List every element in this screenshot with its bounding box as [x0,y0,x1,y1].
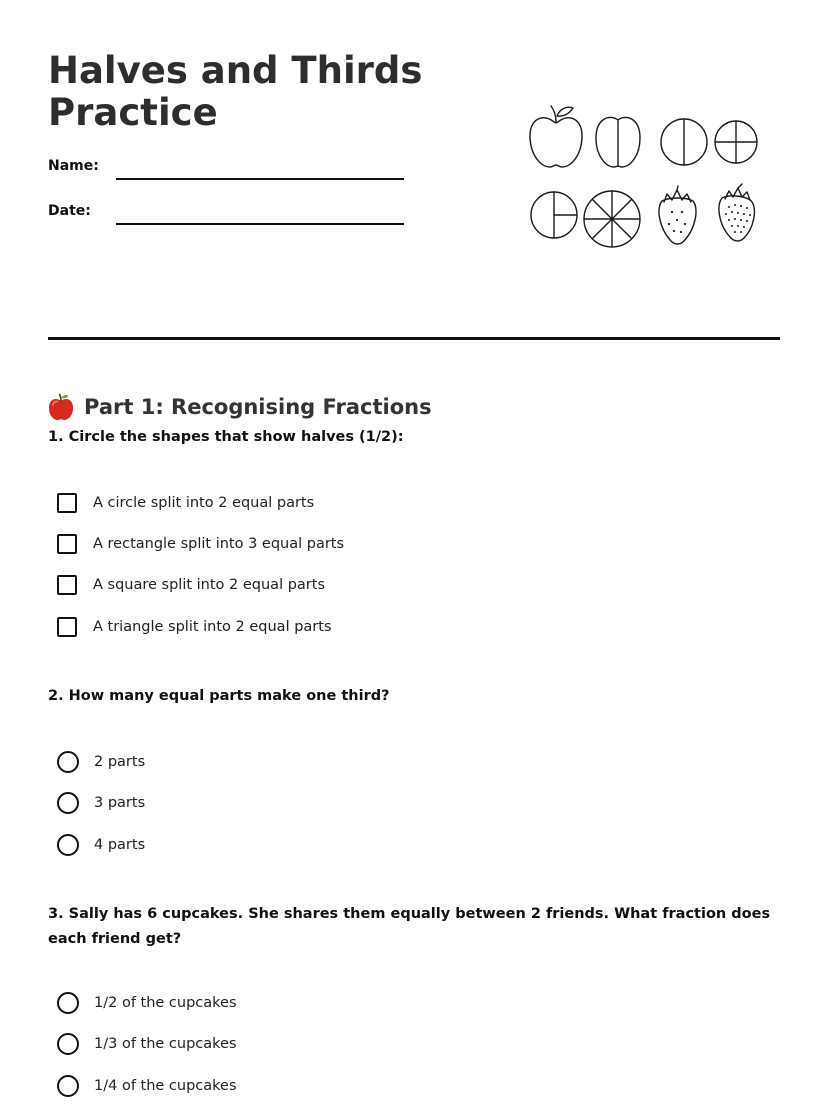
question-1: 1. Circle the shapes that show halves (1/2): [48,429,404,445]
apple-halves-icon [596,117,640,167]
q3-radio[interactable] [57,992,79,1014]
date-label: Date: [48,203,91,219]
q1-option-label: A square split into 2 equal parts [93,577,325,593]
q3-option-label: 1/4 of the cupcakes [94,1078,237,1094]
q1-checkbox[interactable] [57,617,77,637]
question-2: 2. How many equal parts make one third? [48,688,390,704]
q2-option-label: 2 parts [94,754,146,770]
strawberry-icon [659,186,696,244]
q1-option-label: A triangle split into 2 equal parts [93,619,332,635]
date-line[interactable] [116,223,404,225]
q2-option-label: 3 parts [94,795,146,811]
red-apple-icon [48,393,74,421]
part1-heading [48,391,432,423]
q2-radio[interactable] [57,751,79,773]
circle-eighths-icon [584,191,640,247]
q2-option[interactable] [57,749,145,775]
name-field[interactable] [48,158,408,188]
circle-quarters-icon [715,121,757,163]
name-line[interactable] [116,178,404,180]
q1-option[interactable] [57,531,344,557]
q1-checkbox[interactable] [57,493,77,513]
q3-radio[interactable] [57,1033,79,1055]
q3-option[interactable] [57,1073,237,1099]
strawberry-icon [719,184,754,241]
q1-checkbox[interactable] [57,534,77,554]
q3-option-label: 1/3 of the cupcakes [94,1036,237,1052]
fraction-illustrations [526,104,762,252]
name-label: Name: [48,158,99,174]
q1-option-label: A rectangle split into 3 equal parts [93,536,345,552]
q2-radio[interactable] [57,792,79,814]
question-3: 3. Sally has 6 cupcakes. She shares them equally between 2 friends. What fraction does each friend get? [48,906,771,947]
q1-option[interactable] [57,572,325,598]
section-divider [48,337,780,340]
q3-option-label: 1/2 of the cupcakes [94,995,237,1011]
q2-option-label: 4 parts [94,837,146,853]
circle-unequal-parts-icon [531,192,577,238]
q3-option[interactable] [57,1031,237,1057]
q1-checkbox[interactable] [57,575,77,595]
date-field[interactable] [48,203,408,233]
q2-option[interactable] [57,832,145,858]
q2-option[interactable] [57,790,145,816]
q1-option[interactable] [57,614,332,640]
q2-radio[interactable] [57,834,79,856]
q1-option[interactable] [57,490,314,516]
q1-option-label: A circle split into 2 equal parts [93,495,315,511]
circle-halves-icon [661,119,707,165]
q3-radio[interactable] [57,1075,79,1097]
apple-icon [530,106,582,167]
page-title: Halves and Thirds Practice [48,49,423,134]
q3-option[interactable] [57,990,237,1016]
part1-heading-text: Part 1: Recognising Fractions [84,395,432,420]
